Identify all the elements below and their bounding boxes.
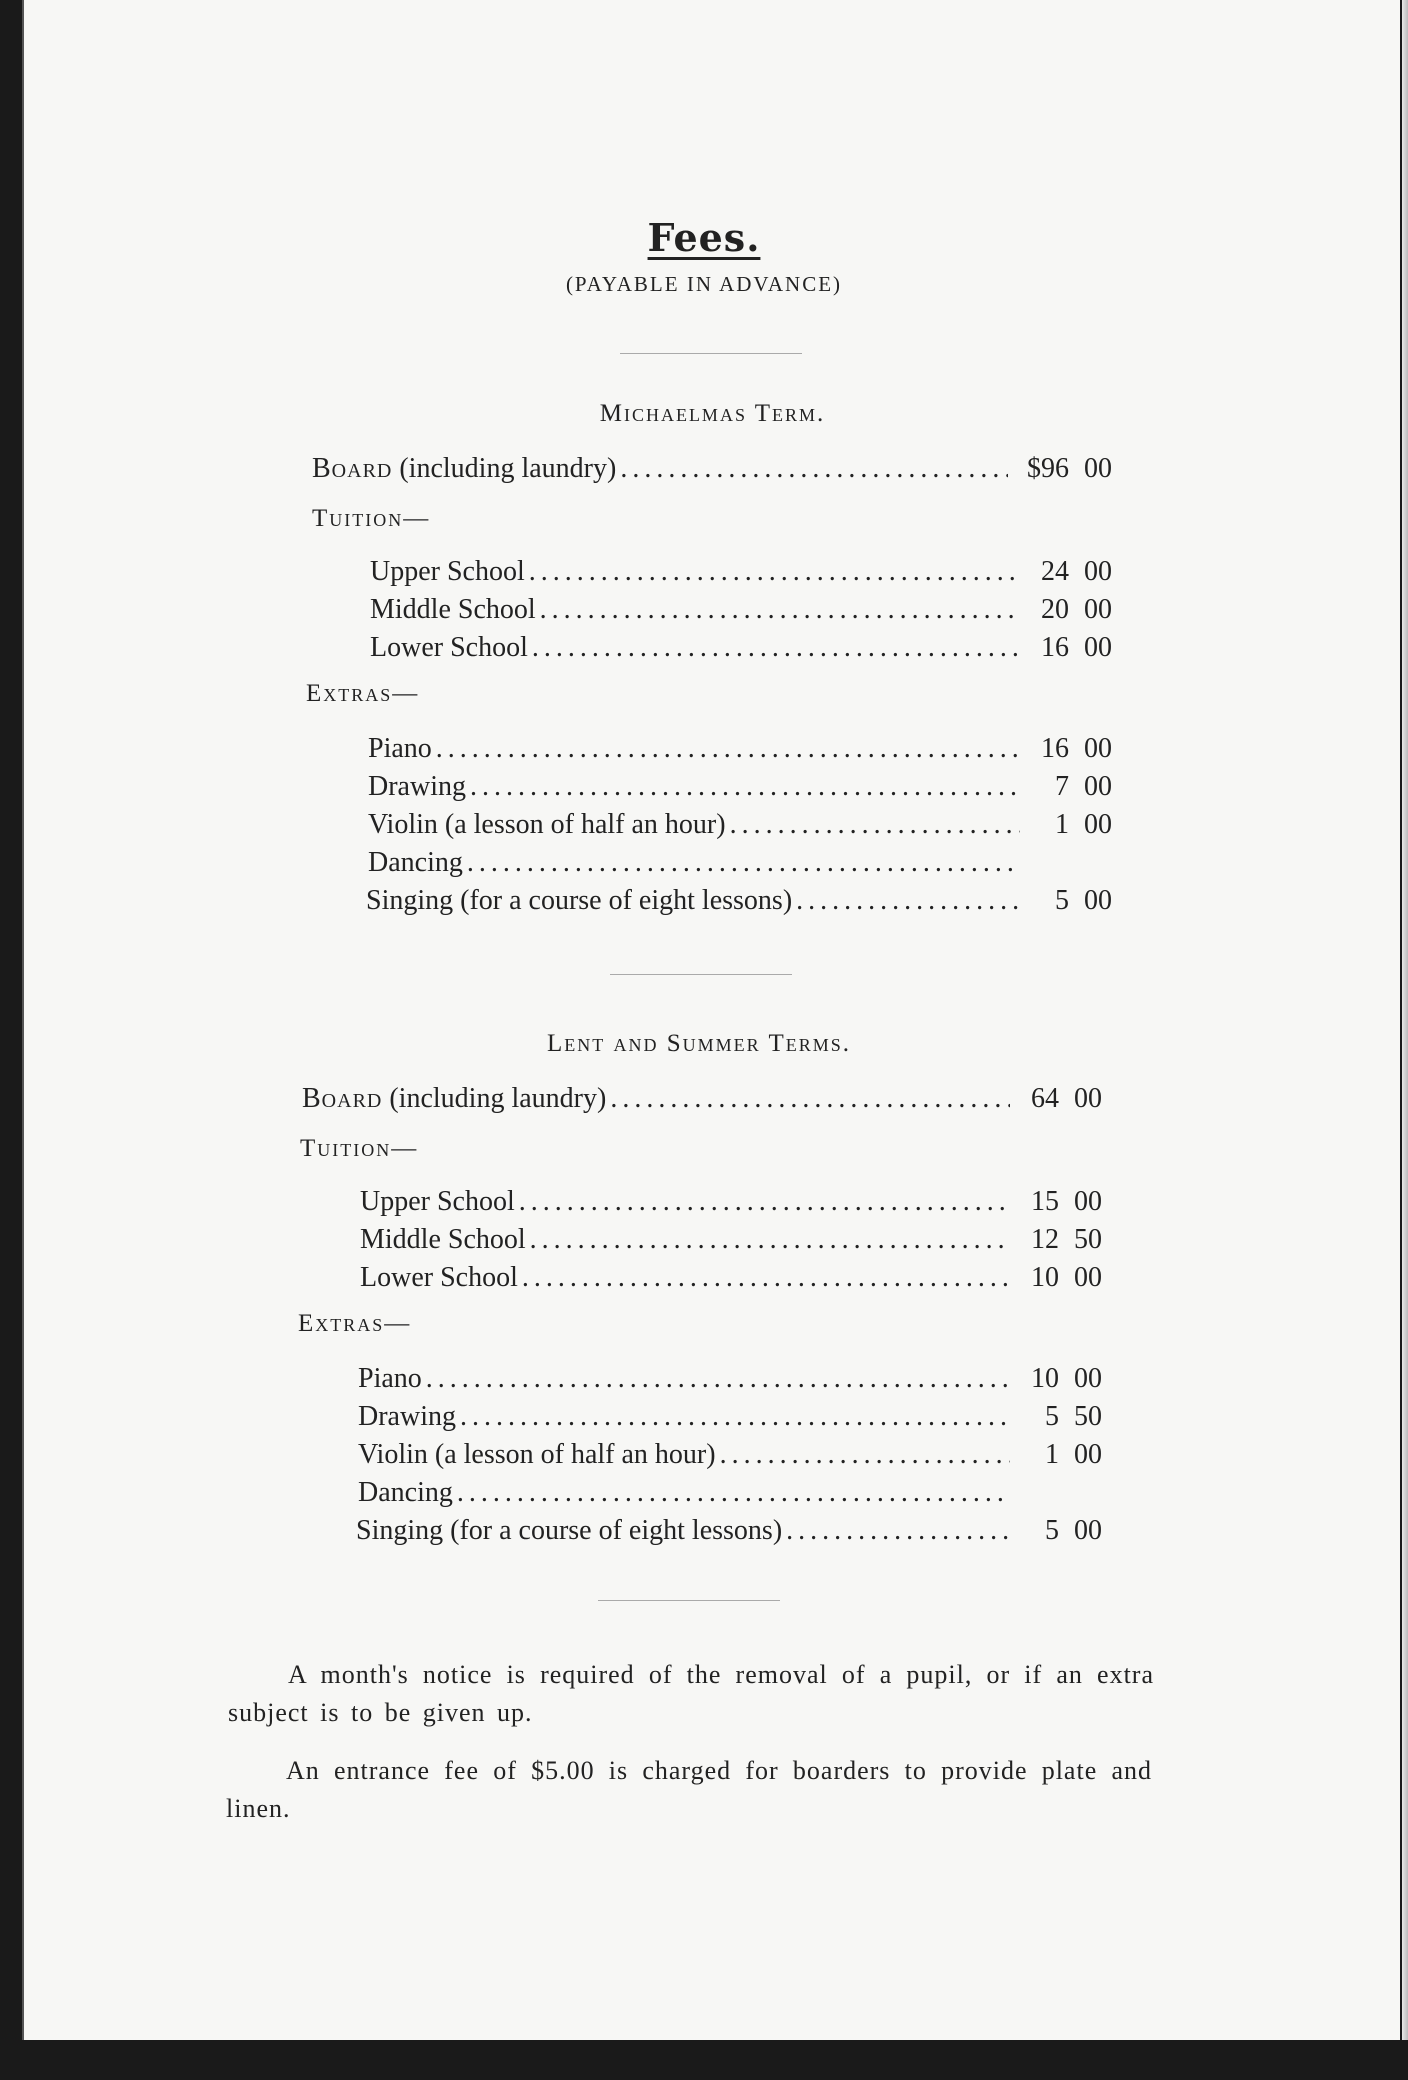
fee-row [358,1400,1102,1436]
fee-amount: 16 00 [1041,632,1112,663]
extras-heading: Extras— [306,680,420,707]
leader-dots [786,1514,1010,1548]
divider [610,974,792,975]
leader-dots [522,1261,1010,1295]
fee-label: Violin (a lesson of half an hour) [368,809,726,840]
fee-label: Singing (for a course of eight lessons) [356,1515,783,1546]
fee-amount: 10 00 [1031,1262,1102,1293]
leader-dots [460,1400,1010,1434]
note-paragraph: A month's notice is required of the removal of a pupil, or if an extra subject is to be given up. [228,1660,1154,1727]
board-label-detail: (including laundry) [392,453,617,484]
fee-row [370,593,1112,629]
fee-label: Lower School [370,632,528,663]
fee-row [358,1362,1102,1398]
fee-label: Lower School [360,1262,518,1293]
leader-dots [467,846,1020,880]
fee-amount: 64 00 [1031,1083,1102,1114]
fee-amount: 12 50 [1031,1224,1102,1255]
fee-label: Dancing [368,847,463,878]
leader-dots [530,1223,1010,1257]
fee-amount: 5 00 [1055,885,1112,916]
fee-label: Dancing [358,1477,453,1508]
fee-amount: 5 50 [1045,1401,1102,1432]
fee-label: Middle School [370,594,536,625]
leader-dots [519,1185,1010,1219]
fee-label: Drawing [358,1401,456,1432]
leader-dots [457,1476,1010,1510]
fee-row [370,631,1112,667]
fee-label: Upper School [360,1186,515,1217]
fee-amount: 7 00 [1055,771,1112,802]
fee-row [366,884,1112,920]
fee-label: Drawing [368,771,466,802]
tuition-heading: Tuition— [312,505,431,532]
leader-dots [620,452,1008,486]
divider [598,1600,780,1601]
fee-label: Singing (for a course of eight lessons) [366,885,793,916]
leader-dots [426,1362,1010,1396]
fee-label: Violin (a lesson of half an hour) [358,1439,716,1470]
section-heading-lent-summer: Lent and Summer Terms. [546,1030,851,1057]
leader-dots [532,631,1020,665]
fee-row [358,1438,1102,1474]
leader-dots [436,732,1020,766]
fee-amount: 10 00 [1031,1363,1102,1394]
fee-amount: 20 00 [1041,594,1112,625]
leader-dots [540,593,1020,627]
fee-amount: 15 00 [1031,1186,1102,1217]
leader-dots [529,555,1020,589]
fee-row [360,1185,1102,1221]
fee-label: Piano [368,733,432,764]
board-label: Board [312,453,393,484]
leader-dots [470,770,1020,804]
extras-heading: Extras— [298,1310,412,1337]
leader-dots [730,808,1020,842]
fee-row [360,1223,1102,1259]
fee-amount: 24 00 [1041,556,1112,587]
fee-row [368,770,1112,806]
fee-row [370,555,1112,591]
page [22,0,1400,2040]
fee-label: Upper School [370,556,525,587]
page-subtitle: (PAYABLE IN ADVANCE) [565,272,843,296]
board-label-detail: (including laundry) [382,1083,607,1114]
leader-dots [796,884,1020,918]
divider [620,353,802,354]
fee-row [368,808,1112,844]
note-paragraph: An entrance fee of $5.00 is charged for boarders to provide plate and linen. [226,1756,1152,1823]
fee-label: Middle School [360,1224,526,1255]
fee-amount: 5 00 [1045,1515,1102,1546]
fee-row [360,1261,1102,1297]
fee-label: Piano [358,1363,422,1394]
fee-amount: 1 00 [1045,1439,1102,1470]
fee-row-board [312,452,1112,488]
fee-row-board [302,1082,1102,1118]
board-label: Board [302,1083,383,1114]
fee-amount: $96 00 [1027,453,1112,484]
fee-row [368,732,1112,768]
section-heading-michaelmas: Michaelmas Term. [599,400,826,427]
leader-dots [610,1082,1010,1116]
tuition-heading: Tuition— [300,1135,419,1162]
leader-dots [720,1438,1010,1472]
fee-row [356,1514,1102,1550]
fee-row [358,1476,1102,1512]
fee-amount: 16 00 [1041,733,1112,764]
page-edge [1402,0,1408,2040]
fee-amount: 1 00 [1055,809,1112,840]
fee-row [368,846,1112,882]
page-title: Fees. [647,215,761,260]
